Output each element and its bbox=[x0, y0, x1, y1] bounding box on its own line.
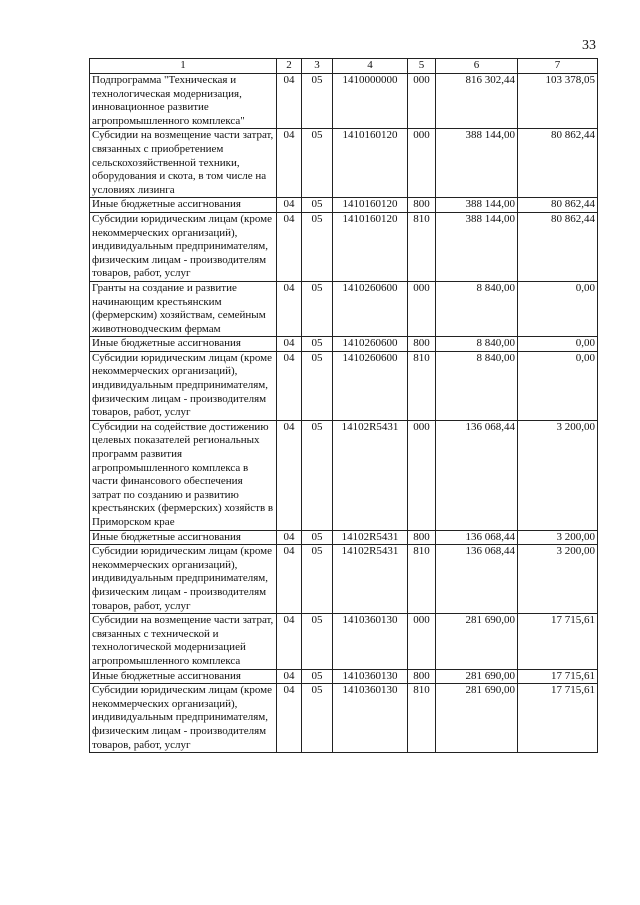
row-name-cell: Субсидии на возмещение части затрат, связанных с технической и технологической модернизацией агропромышленного комплекса bbox=[90, 614, 277, 669]
expense-type-cell: 000 bbox=[408, 614, 436, 669]
amount-col6-cell: 136 068,44 bbox=[436, 530, 518, 545]
expense-type-cell: 000 bbox=[408, 420, 436, 530]
expense-type-cell: 800 bbox=[408, 198, 436, 213]
subsection-code-cell: 05 bbox=[302, 351, 333, 420]
subsection-code-cell: 05 bbox=[302, 281, 333, 336]
amount-col7-cell: 0,00 bbox=[518, 337, 598, 352]
amount-col7-cell: 0,00 bbox=[518, 351, 598, 420]
amount-col7-cell: 17 715,61 bbox=[518, 684, 598, 753]
subsection-code-cell: 05 bbox=[302, 198, 333, 213]
section-code-cell: 04 bbox=[277, 614, 302, 669]
expense-type-cell: 800 bbox=[408, 530, 436, 545]
subsection-code-cell: 05 bbox=[302, 669, 333, 684]
table-row bbox=[90, 545, 598, 614]
section-code-cell: 04 bbox=[277, 129, 302, 198]
table-row bbox=[90, 74, 598, 129]
target-article-cell: 1410360130 bbox=[333, 684, 408, 753]
amount-col6-cell: 388 144,00 bbox=[436, 198, 518, 213]
amount-col7-cell: 3 200,00 bbox=[518, 420, 598, 530]
section-code-cell: 04 bbox=[277, 351, 302, 420]
row-name-cell: Подпрограмма "Техническая и технологическая модернизация, инновационное развитие агропромышленного комплекса" bbox=[90, 74, 277, 129]
row-name-cell: Иные бюджетные ассигнования bbox=[90, 337, 277, 352]
column-header: 1 bbox=[90, 59, 277, 74]
subsection-code-cell: 05 bbox=[302, 129, 333, 198]
section-code-cell: 04 bbox=[277, 337, 302, 352]
table-row bbox=[90, 351, 598, 420]
amount-col7-cell: 103 378,05 bbox=[518, 74, 598, 129]
target-article-cell: 1410160120 bbox=[333, 129, 408, 198]
table-row bbox=[90, 337, 598, 352]
amount-col7-cell: 80 862,44 bbox=[518, 198, 598, 213]
table-row bbox=[90, 684, 598, 753]
subsection-code-cell: 05 bbox=[302, 74, 333, 129]
expense-type-cell: 810 bbox=[408, 212, 436, 281]
subsection-code-cell: 05 bbox=[302, 684, 333, 753]
amount-col7-cell: 80 862,44 bbox=[518, 212, 598, 281]
amount-col6-cell: 281 690,00 bbox=[436, 684, 518, 753]
amount-col6-cell: 388 144,00 bbox=[436, 129, 518, 198]
subsection-code-cell: 05 bbox=[302, 530, 333, 545]
table-row bbox=[90, 530, 598, 545]
amount-col6-cell: 281 690,00 bbox=[436, 614, 518, 669]
expense-type-cell: 000 bbox=[408, 74, 436, 129]
budget-table bbox=[89, 58, 598, 753]
section-code-cell: 04 bbox=[277, 198, 302, 213]
amount-col7-cell: 17 715,61 bbox=[518, 669, 598, 684]
subsection-code-cell: 05 bbox=[302, 337, 333, 352]
target-article-cell: 1410160120 bbox=[333, 198, 408, 213]
column-header: 6 bbox=[436, 59, 518, 74]
subsection-code-cell: 05 bbox=[302, 545, 333, 614]
column-header: 2 bbox=[277, 59, 302, 74]
expense-type-cell: 810 bbox=[408, 545, 436, 614]
amount-col7-cell: 80 862,44 bbox=[518, 129, 598, 198]
target-article-cell: 1410360130 bbox=[333, 669, 408, 684]
amount-col6-cell: 388 144,00 bbox=[436, 212, 518, 281]
row-name-cell: Иные бюджетные ассигнования bbox=[90, 198, 277, 213]
column-header: 7 bbox=[518, 59, 598, 74]
table-row bbox=[90, 129, 598, 198]
section-code-cell: 04 bbox=[277, 545, 302, 614]
section-code-cell: 04 bbox=[277, 530, 302, 545]
subsection-code-cell: 05 bbox=[302, 420, 333, 530]
target-article-cell: 1410260600 bbox=[333, 337, 408, 352]
table-row bbox=[90, 420, 598, 530]
column-header: 5 bbox=[408, 59, 436, 74]
row-name-cell: Субсидии юридическим лицам (кроме некоммерческих организаций), индивидуальным предпринимателям, физическим лицам - производителям товаров, работ, услуг bbox=[90, 212, 277, 281]
row-name-cell: Иные бюджетные ассигнования bbox=[90, 530, 277, 545]
expense-type-cell: 810 bbox=[408, 351, 436, 420]
section-code-cell: 04 bbox=[277, 212, 302, 281]
amount-col6-cell: 281 690,00 bbox=[436, 669, 518, 684]
target-article-cell: 14102R5431 bbox=[333, 420, 408, 530]
subsection-code-cell: 05 bbox=[302, 212, 333, 281]
row-name-cell: Субсидии на содействие достижению целевых показателей региональных программ развития агропромышленного комплекса в части финансового обеспечения затрат по созданию и развитию крестьянских (фермерских) хозяйств в Приморском крае bbox=[90, 420, 277, 530]
target-article-cell: 1410260600 bbox=[333, 351, 408, 420]
subsection-code-cell: 05 bbox=[302, 614, 333, 669]
target-article-cell: 1410160120 bbox=[333, 212, 408, 281]
row-name-cell: Субсидии на возмещение части затрат, связанных с приобретением сельскохозяйственной техники, оборудования и скота, в том числе на условиях лизинга bbox=[90, 129, 277, 198]
row-name-cell: Гранты на создание и развитие начинающим крестьянским (фермерским) хозяйствам, семейным животноводческим фермам bbox=[90, 281, 277, 336]
amount-col7-cell: 17 715,61 bbox=[518, 614, 598, 669]
section-code-cell: 04 bbox=[277, 684, 302, 753]
expense-type-cell: 800 bbox=[408, 669, 436, 684]
table-row bbox=[90, 669, 598, 684]
row-name-cell: Иные бюджетные ассигнования bbox=[90, 669, 277, 684]
amount-col6-cell: 8 840,00 bbox=[436, 351, 518, 420]
page-number: 33 bbox=[582, 38, 596, 53]
target-article-cell: 14102R5431 bbox=[333, 530, 408, 545]
target-article-cell: 1410360130 bbox=[333, 614, 408, 669]
expense-type-cell: 810 bbox=[408, 684, 436, 753]
expense-type-cell: 000 bbox=[408, 129, 436, 198]
expense-type-cell: 000 bbox=[408, 281, 436, 336]
table-row bbox=[90, 281, 598, 336]
target-article-cell: 1410260600 bbox=[333, 281, 408, 336]
amount-col6-cell: 816 302,44 bbox=[436, 74, 518, 129]
row-name-cell: Субсидии юридическим лицам (кроме некоммерческих организаций), индивидуальным предпринимателям, физическим лицам - производителям товаров, работ, услуг bbox=[90, 684, 277, 753]
amount-col6-cell: 8 840,00 bbox=[436, 281, 518, 336]
table-row bbox=[90, 614, 598, 669]
column-header: 3 bbox=[302, 59, 333, 74]
section-code-cell: 04 bbox=[277, 669, 302, 684]
amount-col6-cell: 136 068,44 bbox=[436, 420, 518, 530]
target-article-cell: 1410000000 bbox=[333, 74, 408, 129]
target-article-cell: 14102R5431 bbox=[333, 545, 408, 614]
column-header: 4 bbox=[333, 59, 408, 74]
section-code-cell: 04 bbox=[277, 420, 302, 530]
row-name-cell: Субсидии юридическим лицам (кроме некоммерческих организаций), индивидуальным предпринимателям, физическим лицам - производителям товаров, работ, услуг bbox=[90, 351, 277, 420]
table-row bbox=[90, 198, 598, 213]
section-code-cell: 04 bbox=[277, 74, 302, 129]
table-row bbox=[90, 212, 598, 281]
table-header-row bbox=[90, 59, 598, 74]
section-code-cell: 04 bbox=[277, 281, 302, 336]
row-name-cell: Субсидии юридическим лицам (кроме некоммерческих организаций), индивидуальным предпринимателям, физическим лицам - производителям товаров, работ, услуг bbox=[90, 545, 277, 614]
amount-col6-cell: 136 068,44 bbox=[436, 545, 518, 614]
amount-col7-cell: 3 200,00 bbox=[518, 545, 598, 614]
amount-col7-cell: 3 200,00 bbox=[518, 530, 598, 545]
expense-type-cell: 800 bbox=[408, 337, 436, 352]
amount-col7-cell: 0,00 bbox=[518, 281, 598, 336]
amount-col6-cell: 8 840,00 bbox=[436, 337, 518, 352]
